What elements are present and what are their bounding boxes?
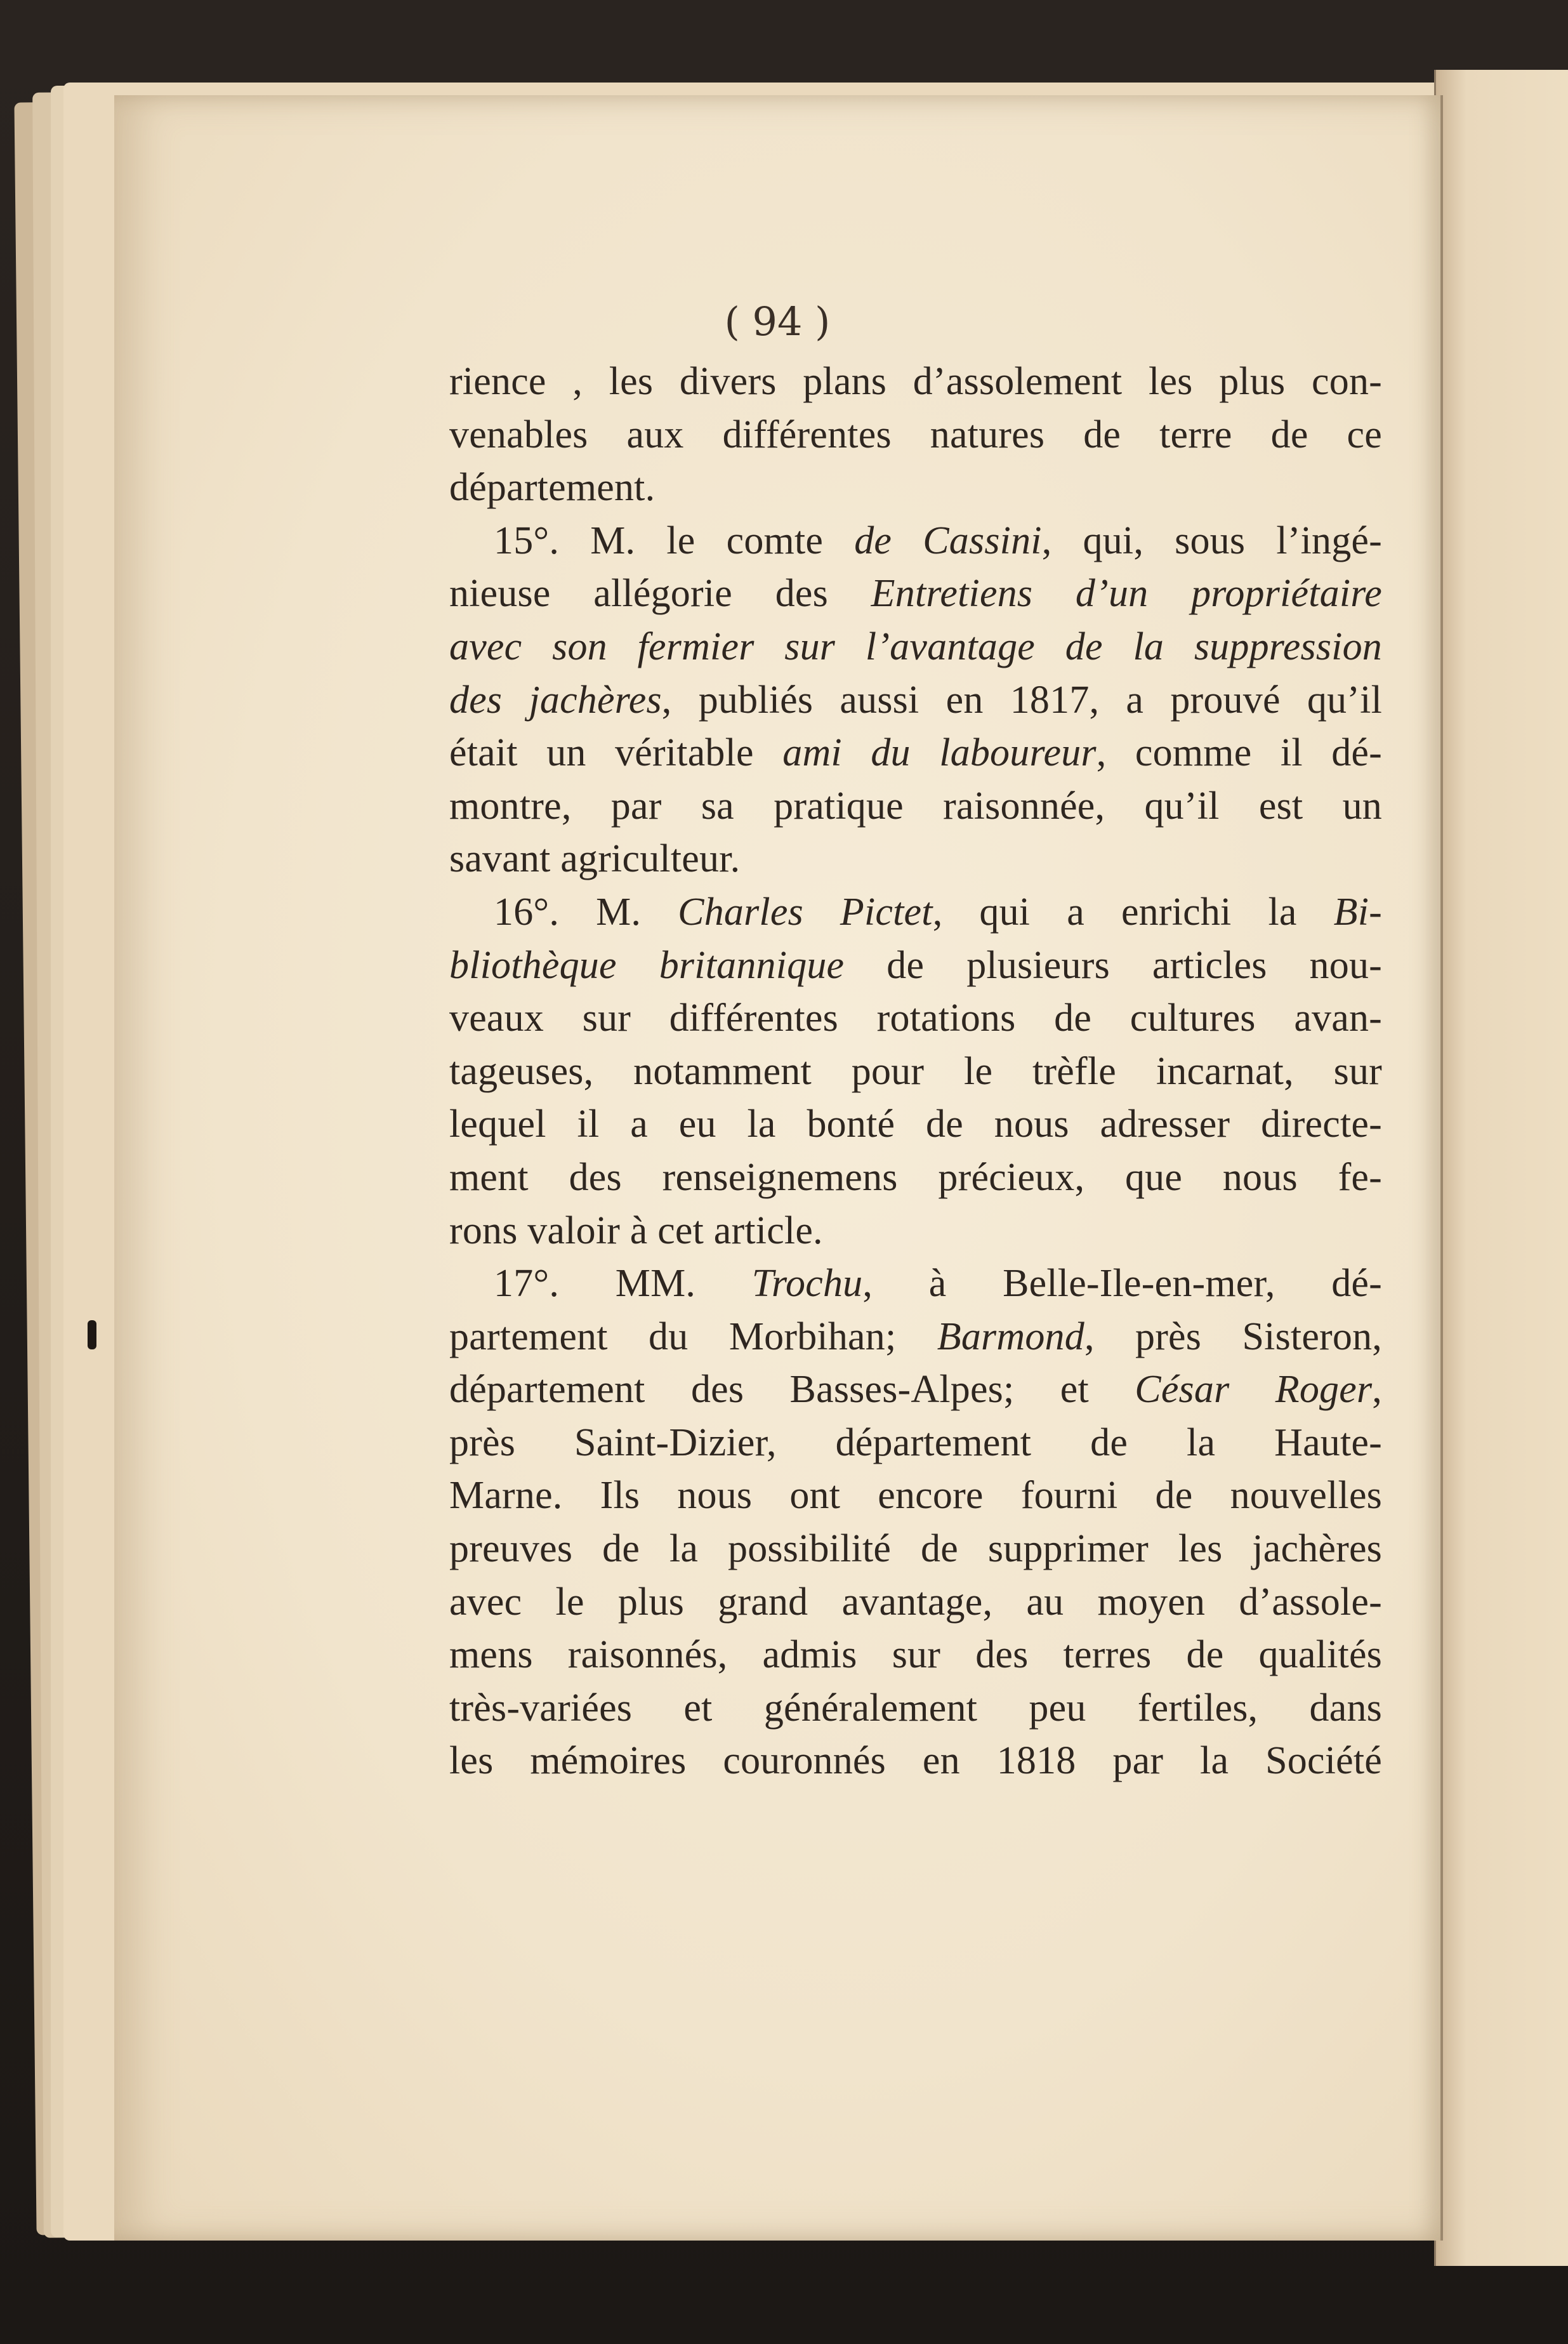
text-line: les mémoires couronnés en 1818 par la Société (449, 1739, 1382, 1783)
text-line: mens raisonnés, admis sur des terres de qualités (449, 1633, 1382, 1677)
italic-text: Charles Pictet (678, 890, 933, 934)
text-line: rience , les divers plans d’assolement les plus con- (449, 360, 1382, 403)
italic-text: César Roger (1135, 1368, 1373, 1412)
text-line: tageuses, notamment pour le trèfle incarnat, sur (449, 1049, 1382, 1093)
text-line: ment des renseignemens précieux, que nous fe- (449, 1155, 1382, 1199)
text-line: preuves de la possibilité de supprimer les jachères (449, 1527, 1382, 1571)
italic-text: bliothèque britannique (449, 943, 845, 987)
text-line: bliothèque britannique de plusieurs articles nou- (449, 943, 1382, 987)
text-line: était un véritable ami du laboureur, comme il dé- (449, 731, 1382, 775)
italic-text: Entretiens d’un propriétaire (871, 572, 1382, 616)
italic-text: avec son fermier sur l’avantage de la suppression (449, 625, 1382, 668)
text-line: rons valoir à cet article. (449, 1208, 823, 1252)
text-line: veaux sur différentes rotations de cultures avan- (449, 997, 1382, 1040)
text-line: partement du Morbihan; Barmond, près Sisteron, (449, 1314, 1382, 1358)
italic-text: Barmond (937, 1314, 1084, 1358)
book-page (114, 95, 1443, 2241)
text-line: lequel il a eu la bonté de nous adresser directe- (449, 1102, 1382, 1146)
italic-text: de Cassini (854, 519, 1042, 562)
text-line: département des Basses-Alpes; et César Roger, (449, 1368, 1382, 1412)
italic-text: Bi- (1333, 890, 1382, 934)
italic-text: ami du laboureur (782, 731, 1097, 775)
text-line: des jachères, publiés aussi en 1817, a prouvé qu’il (449, 678, 1382, 722)
text-line: 15°. M. le comte de Cassini, qui, sous l’ingé- (494, 519, 1382, 562)
text-line: très-variées et généralement peu fertiles, dans (449, 1686, 1382, 1730)
text-line: montre, par sa pratique raisonnée, qu’il est un (449, 784, 1382, 828)
body-text (449, 355, 1382, 1788)
text-line: venables aux différentes natures de terre de ce (449, 413, 1382, 456)
page-number: ( 94 ) (724, 298, 831, 345)
text-line: Marne. Ils nous ont encore fourni de nouvelles (449, 1474, 1382, 1518)
adjacent-page (1434, 70, 1568, 2266)
text-line: 17°. MM. Trochu, à Belle-Ile-en-mer, dé- (494, 1262, 1382, 1306)
text-line: département. (449, 466, 656, 510)
text-line: près Saint-Dizier, département de la Haute- (449, 1420, 1382, 1464)
italic-text: Trochu (751, 1262, 863, 1306)
text-line: savant agriculteur. (449, 837, 741, 881)
text-line: nieuse allégorie des Entretiens d’un propriétaire (449, 572, 1382, 616)
italic-text: des jachères (449, 678, 662, 722)
text-line: avec le plus grand avantage, au moyen d’assole- (449, 1580, 1382, 1624)
text-line (449, 621, 1382, 674)
text-line: 16°. M. Charles Pictet, qui a enrichi la Bi- (494, 890, 1382, 934)
margin-ink-mark (88, 1320, 96, 1349)
